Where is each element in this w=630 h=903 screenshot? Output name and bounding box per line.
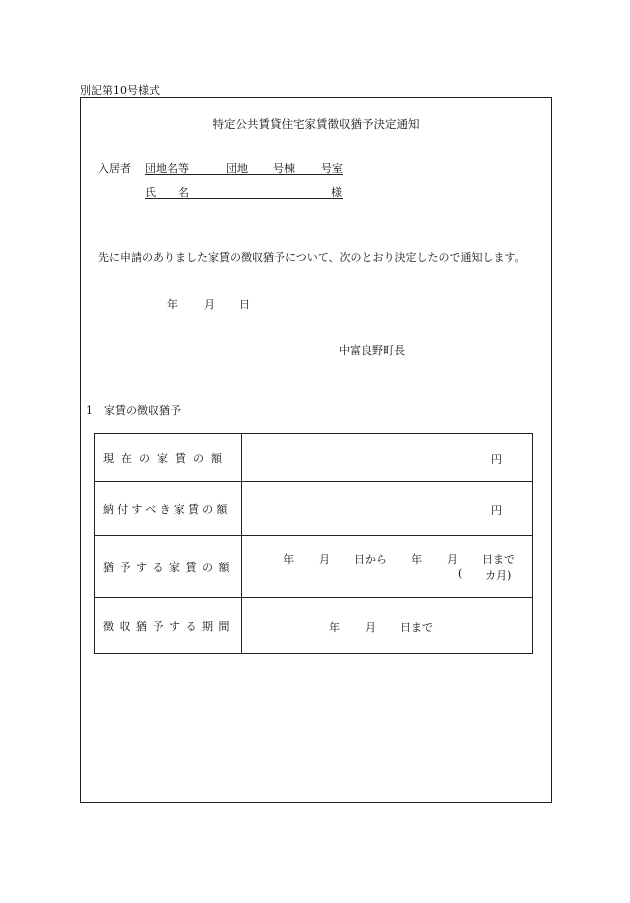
room-unit-label: 号室 <box>321 162 343 175</box>
notice-body-text: 先に申請のありました家賃の徴収猶予について、次のとおり決定したので通知します。 <box>98 251 526 264</box>
payable-rent-label: 納付すべき家賃の額 <box>103 502 231 516</box>
payable-rent-value-cell <box>242 482 533 536</box>
estate-name-label: 団地名等 <box>145 162 189 175</box>
months-label: カ月) <box>485 569 512 582</box>
notice-title: 特定公共賃貸住宅家賃徴収猶予決定通知 <box>212 117 420 131</box>
open-paren: ( <box>458 567 463 580</box>
building-unit-label: 号棟 <box>273 162 295 175</box>
yen-unit: 円 <box>491 504 502 517</box>
period-day-label: 日まで <box>400 621 433 634</box>
issuer-name: 中富良野町長 <box>339 344 405 357</box>
rent-deferral-table <box>94 433 533 654</box>
current-rent-label: 現在の家賃の額 <box>103 451 229 465</box>
table-row <box>95 482 533 536</box>
address-underline <box>145 174 343 175</box>
from-year-label: 年 <box>283 553 294 566</box>
deferral-period-value-cell <box>242 598 533 654</box>
deferred-rent-label: 猶予する家賃の額 <box>103 560 235 574</box>
yen-unit: 円 <box>491 453 502 466</box>
from-month-label: 月 <box>319 553 330 566</box>
period-year-label: 年 <box>329 621 340 634</box>
deferral-period-label: 徴収猶予する期間 <box>103 619 235 633</box>
deferred-rent-value-cell <box>242 536 533 598</box>
row-label-cell <box>95 434 242 482</box>
section-heading: 1 家賃の徴収猶予 <box>86 404 181 417</box>
name-underline <box>145 198 343 199</box>
to-year-label: 年 <box>411 553 422 566</box>
table-row <box>95 434 533 482</box>
row-label-cell <box>95 482 242 536</box>
to-month-label: 月 <box>447 553 458 566</box>
table-row <box>95 536 533 598</box>
to-day-label: 日まで <box>482 553 515 566</box>
date-year-label: 年 <box>167 298 178 311</box>
form-number-label: 別記第10号様式 <box>80 84 160 97</box>
estate-unit-label: 団地 <box>226 162 248 175</box>
date-month-label: 月 <box>204 298 215 311</box>
resident-label: 入居者 <box>98 162 131 175</box>
from-day-label: 日から <box>354 553 387 566</box>
row-label-cell <box>95 536 242 598</box>
current-rent-value-cell <box>242 434 533 482</box>
notice-frame <box>80 97 552 803</box>
honorific: 様 <box>331 186 342 199</box>
date-day-label: 日 <box>239 298 250 311</box>
name-label: 氏 名 <box>145 186 189 199</box>
row-label-cell <box>95 598 242 654</box>
period-month-label: 月 <box>365 621 376 634</box>
table-row <box>95 598 533 654</box>
